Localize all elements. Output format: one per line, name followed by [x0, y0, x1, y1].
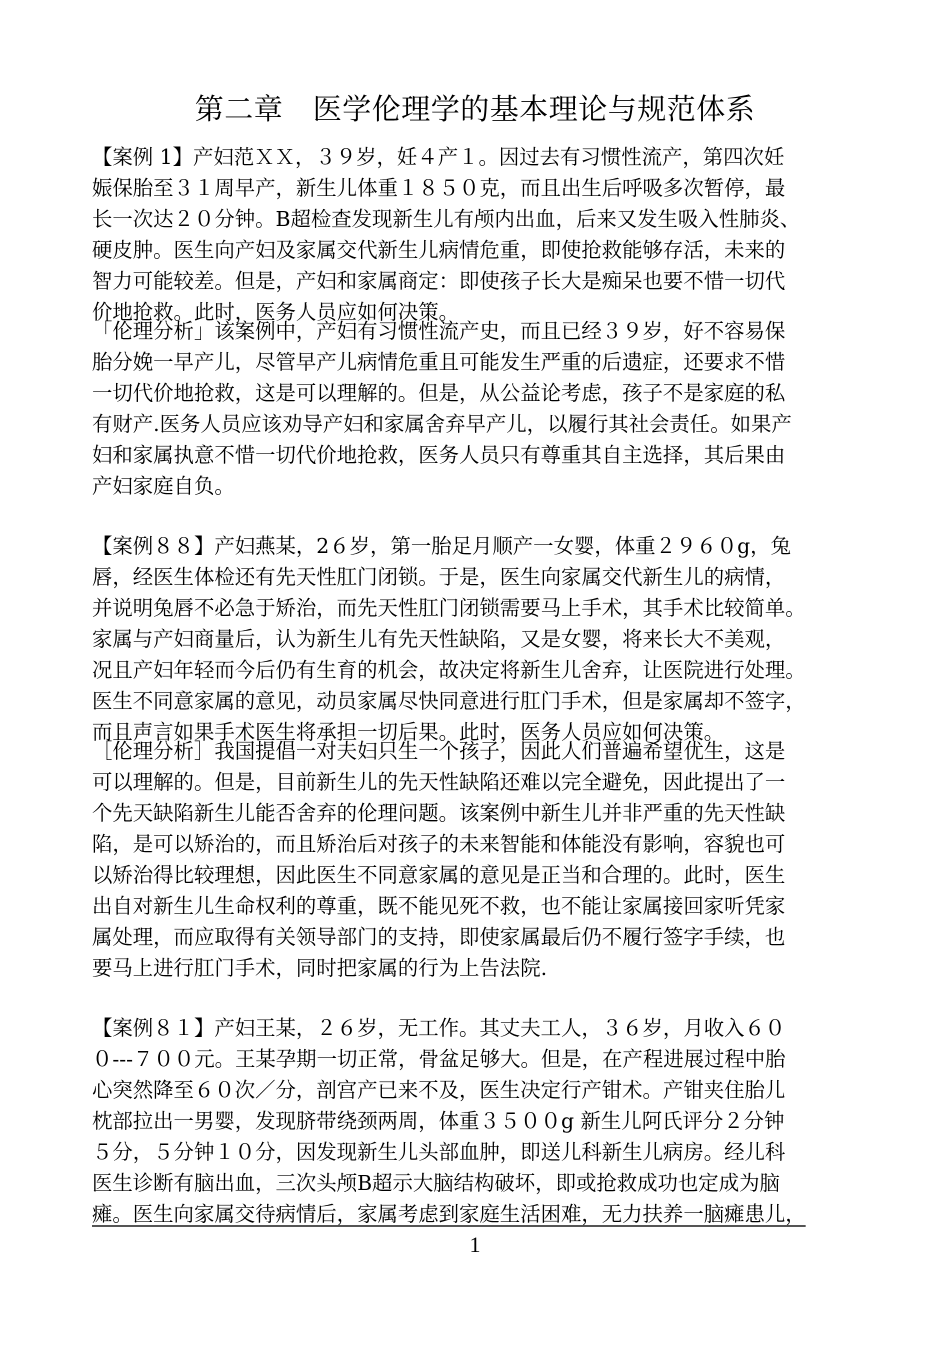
- text-line: 要马上进行肛门手术，同时把家属的行为上告法院.: [92, 956, 548, 980]
- text-line: 出自对新生儿生命权利的尊重，既不能见死不救，也不能让家属接回家听凭家: [92, 894, 786, 918]
- text-line: 医生不同意家属的意见，动员家属尽快同意进行肛门手术，但是家属却不签字，: [92, 689, 806, 713]
- text-line: ０---７００元。王某孕期一切正常，骨盆足够大。但是，在产程进展过程中胎: [92, 1047, 786, 1071]
- text-line: 一切代价地抢救，这是可以理解的。但是，从公益论考虑，孩子不是家庭的私: [92, 381, 786, 405]
- text-line: 产妇家庭自负。: [92, 474, 235, 498]
- text-line: 妇和家属执意不惜一切代价地抢救，医务人员只有尊重其自主选择，其后果由: [92, 443, 786, 467]
- text-line: 个先天缺陷新生儿能否舍弃的伦理问题。该案例中新生儿并非严重的先天性缺: [92, 801, 786, 825]
- text-line: ５分，５分钟１０分，因发现新生儿头部血肿，即送儿科新生儿病房。经儿科: [92, 1140, 786, 1164]
- text-line: 可以理解的。但是，目前新生儿的先天性缺陷还难以完全避免，因此提出了一: [92, 770, 786, 794]
- case-81-paragraph: [92, 1013, 892, 1230]
- text-line: 以矫治得比较理想，因此医生不同意家属的意见是正当和合理的。此时，医生: [92, 863, 786, 887]
- text-line: ［伦理分析］我国提倡一对夫妇只生一个孩子，因此人们普遍希望优生，这是: [92, 739, 786, 763]
- text-line: 瘫。医生向家属交待病情后，家属考虑到家庭生活困难，无力扶养一脑瘫患儿，: [92, 1202, 806, 1226]
- text-line: 陷，是可以矫治的，而且矫治后对孩子的未来智能和体能没有影响，容貌也可: [92, 832, 786, 856]
- text-line: 长一次达２０分钟。B超检查发现新生儿有颅内出血，后来又发生吸入性肺炎、: [92, 207, 801, 231]
- analysis-88-paragraph: [92, 736, 892, 984]
- text-line: 娠保胎至３１周早产，新生儿体重１８５０克，而且出生后呼吸多次暂停，最: [92, 176, 786, 200]
- text-line: 「伦理分析」该案例中，产妇有习惯性流产史，而且已经３９岁，好不容易保: [92, 319, 786, 343]
- page-title: 第二章 医学伦理学的基本理论与规范体系: [194, 92, 756, 126]
- text-line: 智力可能较差。但是，产妇和家属商定：即使孩子长大是痴呆也要不惜一切代: [92, 269, 786, 293]
- text-line: 【案例８８】产妇燕某，2６岁，第一胎足月顺产一女婴，体重２９６０g，兔: [92, 534, 791, 558]
- text-line: 况且产妇年轻而今后仍有生育的机会，故决定将新生儿舍弃，让医院进行处理。: [92, 658, 806, 682]
- text-line: 而且声言如果手术医生将承担一切后果。此时，医务人员应如何决策。: [92, 720, 725, 744]
- text-line: 并说明兔唇不必急于矫治，而先天性肛门闭锁需要马上手术，其手术比较简单。: [92, 596, 806, 620]
- text-line: 家属与产妇商量后，认为新生儿有先天性缺陷，又是女婴，将来长大不美观，: [92, 627, 786, 651]
- page-number: 1: [469, 1232, 481, 1257]
- analysis-1-paragraph: [92, 316, 892, 502]
- text-line: 价地抢救。此时，医务人员应如何决策。: [92, 300, 460, 324]
- case-1-paragraph: [92, 142, 892, 328]
- text-line: 胎分娩一早产儿，尽管早产儿病情危重且可能发生严重的后遗症，还要求不惜: [92, 350, 786, 374]
- case-88-paragraph: [92, 531, 892, 748]
- text-line: 硬皮肿。医生向产妇及家属交代新生儿病情危重，即使抢救能够存活，未来的: [92, 238, 786, 262]
- text-line: 唇，经医生体检还有先天性肛门闭锁。于是，医生向家属交代新生儿的病情，: [92, 565, 786, 589]
- text-line: 心突然降至６０次／分，剖宫产已来不及，医生决定行产钳术。产钳夹住胎儿: [92, 1078, 786, 1102]
- text-line: 有财产.医务人员应该劝导产妇和家属舍弃早产儿，以履行其社会责任。如果产: [92, 412, 792, 436]
- text-line: 枕部拉出一男婴，发现脐带绕颈两周，体重３５００g 新生儿阿氏评分２分钟: [92, 1109, 785, 1133]
- text-line: 【案例８１】产妇王某，２６岁，无工作。其丈夫工人，３６岁，月收入６０: [92, 1016, 786, 1040]
- text-line: 医生诊断有脑出血，三次头颅B超示大脑结构破坏，即或抢救成功也定成为脑: [92, 1171, 780, 1195]
- text-line: 属处理，而应取得有关领导部门的支持，即使家属最后仍不履行签字手续，也: [92, 925, 786, 949]
- text-line: 【案例 1】产妇范ＸＸ，３９岁，妊４产１。因过去有习惯性流产，第四次妊: [92, 145, 785, 169]
